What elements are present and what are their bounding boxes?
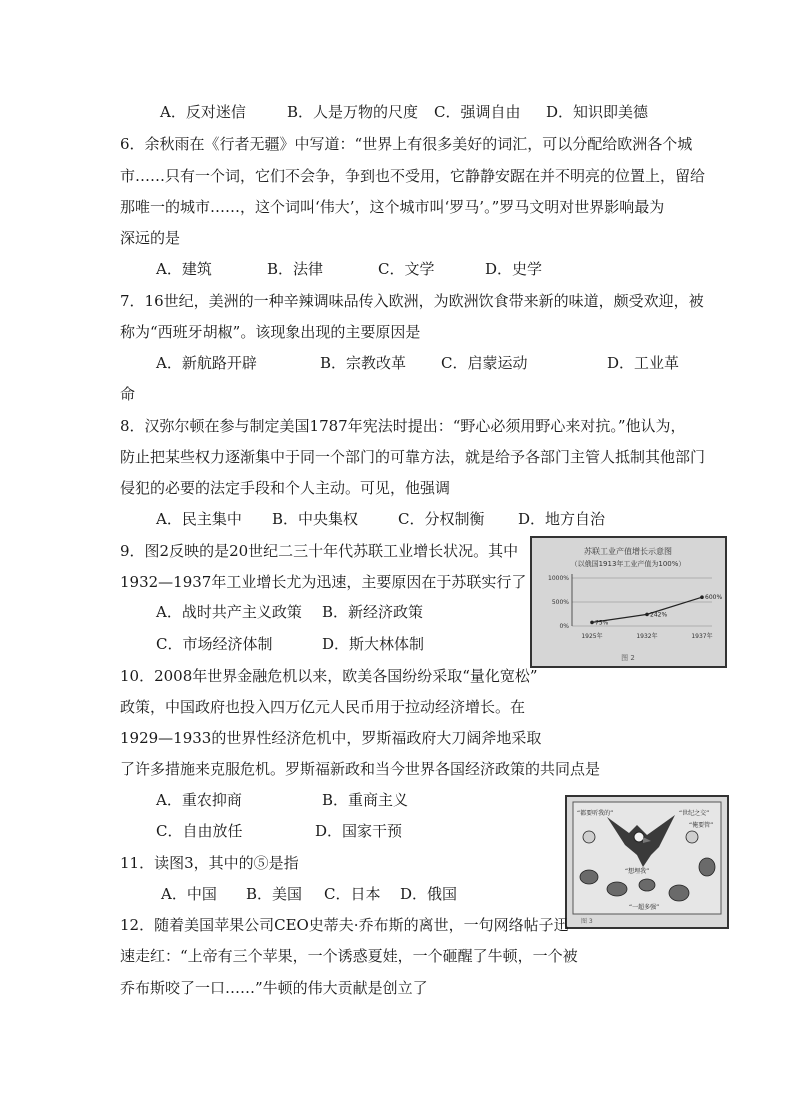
q6-line-4: 深远的是 xyxy=(120,229,181,247)
q5-option-b: B．人是万物的尺度 xyxy=(287,103,419,121)
q8-line-2: 防止把某些权力逐渐集中于同一个部门的可靠方法，就是给予各部门主管人抵制其他部门 xyxy=(120,448,706,466)
figure-2-point xyxy=(700,595,704,599)
figure-2-point xyxy=(645,613,649,617)
q6-option-b: B．法律 xyxy=(267,260,324,278)
q8-line-3: 侵犯的必要的法定手段和个人主动。可见，他强调 xyxy=(120,479,451,497)
figure-3 xyxy=(565,795,729,929)
figure-3-cartoon xyxy=(567,797,727,927)
q7-option-a: A．新航路开辟 xyxy=(156,354,257,372)
q7-option-c: C．启蒙运动 xyxy=(441,354,528,372)
figure-2-point xyxy=(590,621,594,625)
q6-line-2: 市……只有一个词，它们不会争，争到也不受用，它静静安踞在并不明亮的位置上，留给 xyxy=(120,167,706,185)
q9-line-1: 9．图2反映的是20世纪二三十年代苏联工业增长状况。其中 xyxy=(120,542,519,560)
figure-2-subtitle: （以俄国1913年工业产值为100%） xyxy=(570,560,686,568)
figure-3-caption: 图 3 xyxy=(581,918,593,925)
figure-2-caption: 图 2 xyxy=(621,654,635,662)
q12-line-2: 速走红：“上帝有三个苹果，一个诱惑夏娃，一个砸醒了牛顿，一个被 xyxy=(120,947,578,965)
q6-line-1: 6．余秋雨在《行者无疆》中写道：“世界上有很多美好的词汇，可以分配给欧洲各个城 xyxy=(120,135,693,153)
q11-option-b: B．美国 xyxy=(246,885,303,903)
q7-option-b: B．宗教改革 xyxy=(320,354,407,372)
q10-line-2: 政策，中国政府也投入四万亿元人民币用于拉动经济增长。在 xyxy=(120,698,526,716)
figure-2-ytick: 1000% xyxy=(548,575,569,582)
q9-option-d: D．斯大林体制 xyxy=(322,635,425,653)
q5-option-a: A．反对迷信 xyxy=(160,103,246,121)
q5-option-c: C．强调自由 xyxy=(434,103,521,121)
figure-3-label-4: “想埋我” xyxy=(625,868,650,875)
figure-3-label-5: “一超多强” xyxy=(629,904,660,911)
q6-line-3: 那唯一的城市……，这个词叫‘伟大’，这个城市叫‘罗马’。”罗马文明对世界影响最为 xyxy=(120,198,665,216)
figure-3-label-3: “俺要管” xyxy=(689,822,714,829)
q8-option-b: B．中央集权 xyxy=(272,510,359,528)
q11-option-a: A．中国 xyxy=(161,885,217,903)
q6-option-a: A．建筑 xyxy=(156,260,212,278)
q11-line-1: 11．读图3，其中的⑤是指 xyxy=(120,854,299,872)
figure-2 xyxy=(530,536,727,668)
q10-option-c: C．自由放任 xyxy=(156,822,243,840)
figure-3-label-1: “都要听我的” xyxy=(577,810,614,817)
q6-option-c: C．文学 xyxy=(378,260,435,278)
figure-2-title: 苏联工业产值增长示意图 xyxy=(584,547,672,556)
q5-option-d: D．知识即美德 xyxy=(546,103,649,121)
q8-option-a: A．民主集中 xyxy=(156,510,242,528)
figure-2-data-label: 75% xyxy=(595,619,609,627)
figure-2-xtick: 1937年 xyxy=(691,633,713,640)
q7-option-d: D．工业革 xyxy=(607,354,680,372)
q10-option-b: B．重商主义 xyxy=(322,791,409,809)
q11-option-d: D．俄国 xyxy=(400,885,458,903)
q7-wrap: 命 xyxy=(120,385,136,403)
q7-line-1: 7．16世纪，美洲的一种辛辣调味品传入欧洲，为欧洲饮食带来新的味道，颇受欢迎，被 xyxy=(120,292,704,310)
q9-option-a: A．战时共产主义政策 xyxy=(156,603,302,621)
q6-option-d: D．史学 xyxy=(485,260,543,278)
q8-line-1: 8．汉弥尔顿在参与制定美国1787年宪法时提出：“野心必须用野心来对抗。”他认为， xyxy=(120,417,686,435)
q7-line-2: 称为“西班牙胡椒”。该现象出现的主要原因是 xyxy=(120,323,421,341)
q10-line-1: 10．2008年世界金融危机以来，欧美各国纷纷采取“量化宽松” xyxy=(120,667,538,685)
q10-option-d: D．国家干预 xyxy=(315,822,403,840)
figure-2-chart xyxy=(532,538,725,666)
q8-option-d: D．地方自治 xyxy=(518,510,606,528)
figure-2-data-label: 242% xyxy=(650,611,668,619)
figure-2-data-label: 600% xyxy=(705,594,723,602)
figure-2-series-line xyxy=(592,597,702,622)
q12-line-3: 乔布斯咬了一口……”牛顿的伟大贡献是创立了 xyxy=(120,979,428,997)
figure-2-xtick: 1925年 xyxy=(581,633,603,640)
q11-option-c: C．日本 xyxy=(324,885,381,903)
figure-2-ytick: 500% xyxy=(551,599,569,606)
q10-line-4: 了许多措施来克服危机。罗斯福新政和当今世界各国经济政策的共同点是 xyxy=(120,760,601,778)
q9-option-b: B．新经济政策 xyxy=(322,603,424,621)
figure-3-label-2: “世纪之交” xyxy=(679,810,710,817)
figure-2-ytick: 0% xyxy=(559,623,569,630)
q10-line-3: 1929—1933的世界性经济危机中，罗斯福政府大刀阔斧地采取 xyxy=(120,729,542,747)
q8-option-c: C．分权制衡 xyxy=(398,510,485,528)
q9-line-2: 1932—1937年工业增长尤为迅速，主要原因在于苏联实行了 xyxy=(120,573,527,591)
q10-option-a: A．重农抑商 xyxy=(156,791,242,809)
q12-line-1: 12．随着美国苹果公司CEO史蒂夫·乔布斯的离世，一句网络帖子迅 xyxy=(120,916,569,934)
q9-option-c: C．市场经济体制 xyxy=(156,635,273,653)
figure-2-xtick: 1932年 xyxy=(636,633,658,640)
